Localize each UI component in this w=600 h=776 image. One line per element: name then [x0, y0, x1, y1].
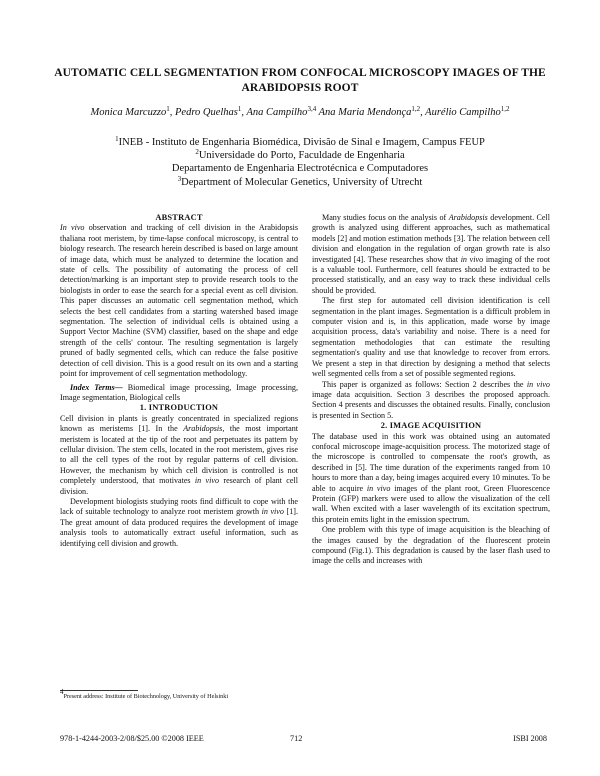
title-line-2: ARABIDOPSIS ROOT: [241, 82, 359, 94]
intro-paragraph-3: Many studies focus on the analysis of Arabidopsis development. Cell growth is analyzed using different approaches, such as mathematical models [2] and motion estimation methods [3]. The relation between cell division and elongation in the regulation of organ growth rate is also investigated [4]. These researches show that in vivo imaging of the root is a valuable tool. Furthermore, cell features should be extracted to be processed statistically, and an easy way to track these individual cells should be provided.: [312, 213, 551, 295]
author: Monica Marcuzzo$^1$: [90, 105, 170, 118]
affiliation: $^2$Universidade do Porto, Faculdade de Engenharia: [195, 148, 405, 162]
affiliation: $^3$Department of Molecular Genetics, University of Utrecht: [177, 174, 423, 188]
acquisition-paragraph-2: One problem with this type of image acquisition is the bleaching of the images caused by the degradation of the fluorescent protein compound (Fig.1). This degradation is caused by the laser flash used to image the cells and increases with: [312, 525, 550, 566]
author: Ana Campilho$^{3,4}$: [246, 105, 317, 118]
abstract-heading: ABSTRACT: [155, 213, 203, 222]
author-list: Monica Marcuzzo$^1$, Pedro Quelhas$^1$, Ana Campilho$^{3,4}$ Ana Maria Mendonça$^{1,2}$, Aurélio Campilho$^{1,2}$: [90, 105, 510, 118]
author: Ana Maria Mendonça$^{1,2}$: [318, 105, 421, 118]
left-column: [60, 213, 298, 549]
footnote: $^4$Present address: Institute of Biotechnology, University of Helsinki: [60, 688, 229, 700]
intro-paragraph-5: This paper is organized as follows: Section 2 describes the in vivo image data acquisition. Section 3 describes the proposed approach. Section 4 presents and discusses the obtained results. Finally, conclusion is presented in Section 5.: [312, 379, 550, 420]
author: Aurélio Campilho$^{1,2}$: [425, 105, 510, 118]
footnote-rule: [60, 690, 138, 691]
copyright-footer: 978-1-4244-2003-2/08/$25.00 ©2008 IEEE: [60, 734, 204, 743]
affiliation: Departamento de Engenharia Electrotécnica e Computadores: [171, 163, 429, 175]
author: Pedro Quelhas$^1$: [175, 105, 242, 118]
right-column: [312, 213, 550, 567]
abstract-text: In vivo observation and tracking of cell division in the Arabidopsis thaliana root meristem, by time-lapse confocal microscopy, is central to biology research. The research herein described is based on large amount of image data, which must be analyzed to determine the location and state of cells. The possibility of automating the process of cell detection/marking is an important step to provide research tools to the biologists in order to ease the search for a special event as cell division. This paper discusses an automatic cell segmentation method, which selects the best cell candidates from a starting watershed based image segmentation. The selection of individual cells is obtained using a Support Vector Machine (SVM) classifier, based on the shape and edge strength of the cells' contour. The resulting segmentation is largely pruned of badly segmented cells, which can reduce the false positive detection of cell division. This is a good result on its own and a starting point for improvement of cell segmentation methodology.: [60, 223, 298, 379]
intro-paragraph-4: The first step for automated cell division identification is cell segmentation in the plant images. Segmentation is a difficult problem in computer vision and is, in this application, made worse by image acquisition process, data's variability and noise. There is a need for segmentation methodologies that can estimate the resulting segmentation's quality and use that knowledge to recover from errors. We present a step in that direction by designing a method that selects well segmented cells from a set of possible segmented regions.: [312, 296, 550, 379]
acquisition-heading: 2. IMAGE ACQUISITION: [380, 421, 482, 431]
intro-heading: 1. INTRODUCTION: [139, 403, 219, 413]
index-terms: Index Terms— Biomedical image processing, Image processing, Image segmentation, Biological cells: [60, 382, 298, 402]
acquisition-paragraph-1: The database used in this work was obtained using an automated confocal microscope image-acquisition process. The motorized stage of the microscope is controlled to compensate the root's growth, as described in [5]. The time duration of the experiments ranged from 10 hours to more than a day, being images acquired every 10 minutes. To be able to acquire in vivo images of the plant root, Green Fluorescence Protein (GFP) markers were used to allow the visualization of the cell wall. When excited with a laser wavelength of its excitation spectrum, this protein emits light in the emission spectrum.: [312, 431, 550, 524]
affiliation: $^1$INEB - Instituto de Engenharia Biomédica, Divisão de Sinal e Imagem, Campus FEUP: [115, 135, 485, 148]
page-number: 712: [290, 734, 303, 743]
affiliations: [60, 136, 540, 189]
paper-title: [40, 66, 560, 96]
intro-paragraph-1: Cell division in plants is greatly concentrated in specialized regions known as meristems [1]. In the Arabidopsis, the most important meristem is located at the tip of the root and perpetuates its pattern by cellular division. The stem cells, located in the root meristem, gives rise to all the cell types of the root by regular patterns of cell division. However, the mechanism by which cell division is controlled is not completely understood, that motivates in vivo research of plant cell division.: [60, 413, 298, 496]
conference-footer: ISBI 2008: [513, 734, 547, 743]
intro-paragraph-2: Development biologists studying roots find difficult to cope with the lack of suitable technology to analyze root meristem growth in vivo [1]. The great amount of data produced requires the development of image analysis tools to automatically extract useful information, such as identifying cell division and growth.: [60, 496, 298, 548]
title-line-1: AUTOMATIC CELL SEGMENTATION FROM CONFOCAL MICROSCOPY IMAGES OF THE: [54, 67, 546, 79]
